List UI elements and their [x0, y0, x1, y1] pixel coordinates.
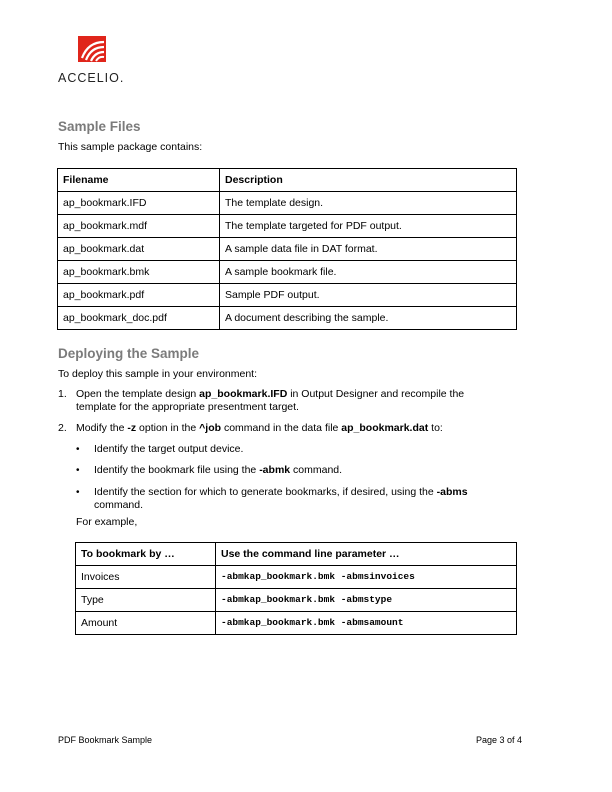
bullet-item: [76, 486, 516, 512]
table-row: [58, 261, 517, 284]
table-header: To bookmark by …: [76, 543, 216, 566]
filename-strong: ap_bookmark.dat: [341, 422, 429, 434]
table-row: [76, 612, 517, 635]
command-strong: ^job: [199, 422, 222, 434]
table-header-row: [58, 169, 517, 192]
table-header: Filename: [58, 169, 220, 192]
step-2: [58, 422, 518, 435]
sample-files-heading: Sample Files: [58, 119, 141, 134]
step-1: [58, 388, 518, 414]
step-number: 2.: [58, 422, 67, 434]
description-cell: A sample bookmark file.: [220, 261, 517, 284]
filename-cell: ap_bookmark.mdf: [58, 215, 220, 238]
bookmark-by-cell: Amount: [76, 612, 216, 635]
table-header: Description: [220, 169, 517, 192]
bullet-item: [76, 443, 516, 456]
filename-strong: ap_bookmark.IFD: [199, 388, 288, 400]
filename-cell: ap_bookmark.dat: [58, 238, 220, 261]
step-text: template for the appropriate presentment target.: [76, 401, 299, 413]
bookmark-by-cell: Invoices: [76, 566, 216, 589]
table-row: [58, 284, 517, 307]
filename-cell: ap_bookmark.IFD: [58, 192, 220, 215]
step-text: in Output Designer and recompile the: [287, 388, 465, 400]
filename-cell: ap_bookmark_doc.pdf: [58, 307, 220, 330]
bullet-marker: •: [76, 487, 80, 498]
description-cell: A sample data file in DAT format.: [220, 238, 517, 261]
table-header-row: [76, 543, 517, 566]
deploying-heading: Deploying the Sample: [58, 346, 200, 361]
filename-cell: ap_bookmark.bmk: [58, 261, 220, 284]
bullet-marker: •: [76, 444, 80, 455]
sample-files-intro: This sample package contains:: [58, 141, 203, 153]
parameter-cell: -abmkap_bookmark.bmk -abmsamount: [216, 612, 517, 635]
parameter-cell: -abmkap_bookmark.bmk -abmsinvoices: [216, 566, 517, 589]
step-text: to:: [428, 422, 443, 434]
step-text: option in the: [136, 422, 200, 434]
table-row: [58, 215, 517, 238]
bookmark-by-cell: Type: [76, 589, 216, 612]
command-strong: -abmk: [259, 464, 291, 476]
bullet-text: Identify the bookmark file using the: [94, 464, 260, 476]
bullet-text: command.: [290, 464, 343, 476]
step-number: 1.: [58, 388, 67, 400]
example-label: For example,: [76, 516, 138, 528]
table-row: [76, 566, 517, 589]
filename-cell: ap_bookmark.pdf: [58, 284, 220, 307]
bullet-text: Identify the section for which to generate bookmarks, if desired, using the: [94, 486, 437, 498]
table-row: [58, 238, 517, 261]
parameter-cell: -abmkap_bookmark.bmk -abmstype: [216, 589, 517, 612]
description-cell: A document describing the sample.: [220, 307, 517, 330]
command-strong: -abms: [436, 486, 468, 498]
description-cell: The template design.: [220, 192, 517, 215]
logo-wordmark: ACCELIO.: [58, 71, 125, 85]
bullet-marker: •: [76, 465, 80, 476]
step-text: command in the data file: [221, 422, 342, 434]
description-cell: The template targeted for PDF output.: [220, 215, 517, 238]
sample-files-table: [57, 168, 517, 330]
step-text: Modify the: [76, 422, 128, 434]
bookmark-parameter-table: [75, 542, 517, 635]
table-row: [58, 192, 517, 215]
table-row: [76, 589, 517, 612]
table-header: Use the command line parameter …: [216, 543, 517, 566]
bullet-item: [76, 464, 516, 477]
deploying-intro: To deploy this sample in your environment:: [58, 368, 258, 380]
description-cell: Sample PDF output.: [220, 284, 517, 307]
step-text: Open the template design: [76, 388, 200, 400]
bullet-text: Identify the target output device.: [94, 443, 244, 455]
bullet-text: command.: [94, 499, 144, 511]
footer-title: PDF Bookmark Sample: [58, 735, 153, 745]
page-number: Page 3 of 4: [475, 735, 522, 745]
option-strong: -z: [127, 422, 137, 434]
table-row: [58, 307, 517, 330]
